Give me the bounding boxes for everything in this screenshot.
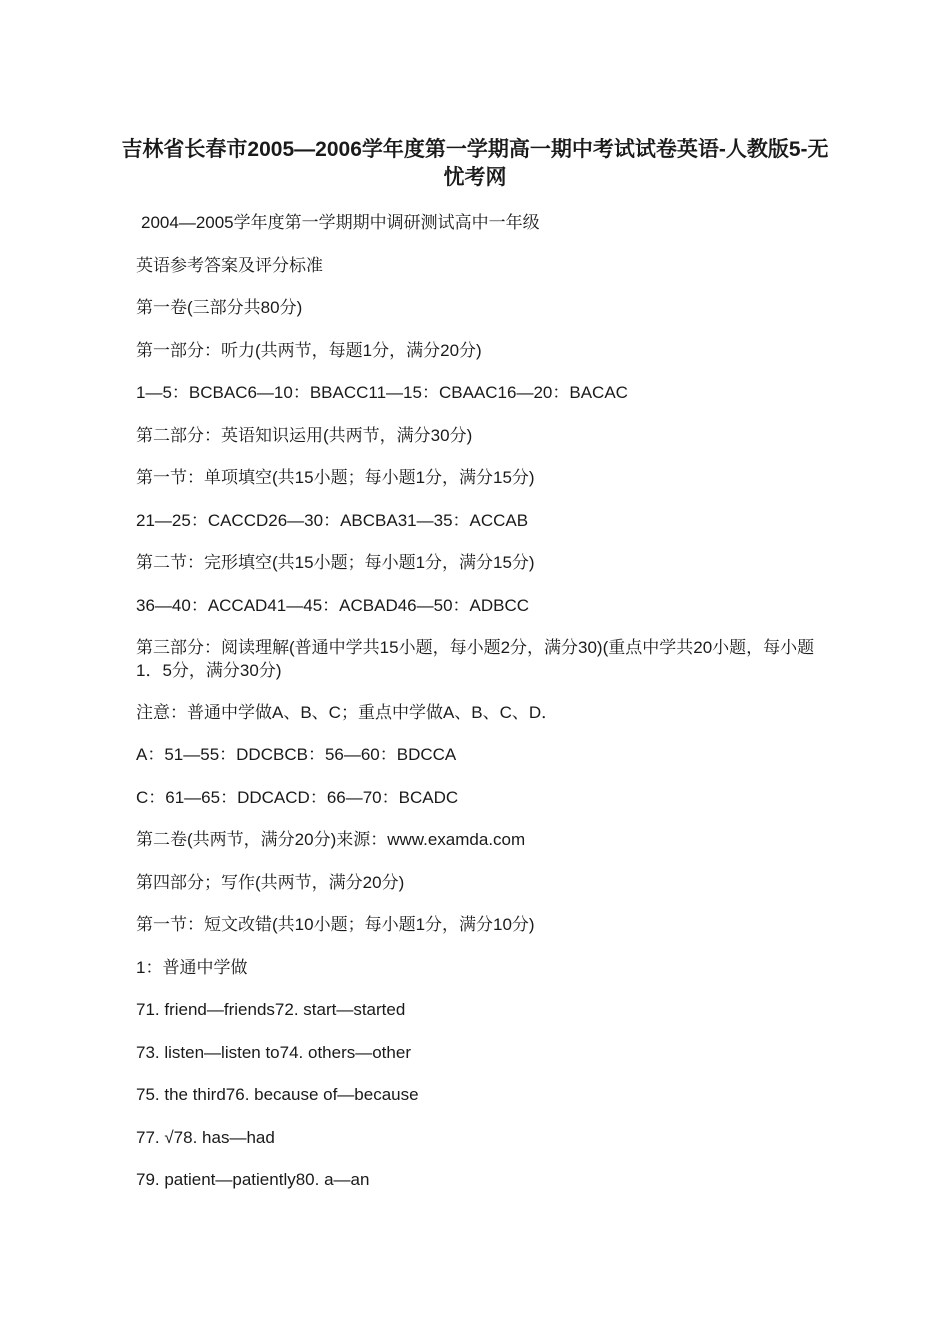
text-line: 注意：普通中学做A、B、C；重点中学做A、B、C、D． [136,702,559,722]
text-line: 第三部分：阅读理解(普通中学共15小题，每小题2分，满分30)(重点中学共20小题，每小题1．5分，满分30分) [136,638,815,680]
text-line: 第一节：单项填空(共15小题；每小题1分，满分15分) [136,468,535,487]
text-line: 第一节：短文改错(共10小题；每小题1分，满分10分) [136,915,535,934]
correction-line: 77. √78. has—had [136,1127,275,1147]
document-body [136,211,816,1211]
answer-line: 36—40：ACCAD41—45：ACBAD46—50：ADBCC [136,595,530,615]
text-line: 第一部分：听力(共两节，每题1分，满分20分) [136,340,482,360]
answer-line: 21—25：CACCD26—30：ABCBA31—35：ACCAB [136,510,529,530]
subtitle-line: 2004—2005学年度第一学期期中调研测试高中一年级 [141,213,540,232]
document-title: 吉林省长春市2005—2006学年度第一学期高一期中考试试卷英语-人教版5-无忧考网 [121,138,829,189]
correction-line: 73. listen—listen to74. others—other [136,1042,411,1062]
text-line: 第一卷(三部分共80分) [136,298,303,317]
text-line: 第二卷(共两节，满分20分)来源：www.examda.com [136,830,526,849]
text-line: 1：普通中学做 [136,957,248,977]
correction-line: 79. patient—patiently80. a—an [136,1170,370,1189]
text-line: 第二节：完形填空(共15小题；每小题1分，满分15分) [136,553,535,572]
text-line: 英语参考答案及评分标准 [136,255,323,275]
text-line: 第二部分：英语知识运用(共两节，满分30分) [136,425,473,445]
answer-line: 1—5：BCBAC6—10：BBACC11—15：CBAAC16—20：BACAC [136,383,628,402]
answer-line: C：61—65：DDCACD：66—70：BCADC [136,787,459,807]
correction-line: 75. the third76. because of—because [136,1085,419,1104]
answer-line: A：51—55：DDCBCB：56—60：BDCCA [136,745,457,764]
text-line: 第四部分；写作(共两节，满分20分) [136,872,405,892]
correction-line: 71. friend—friends72. start—started [136,1000,406,1019]
